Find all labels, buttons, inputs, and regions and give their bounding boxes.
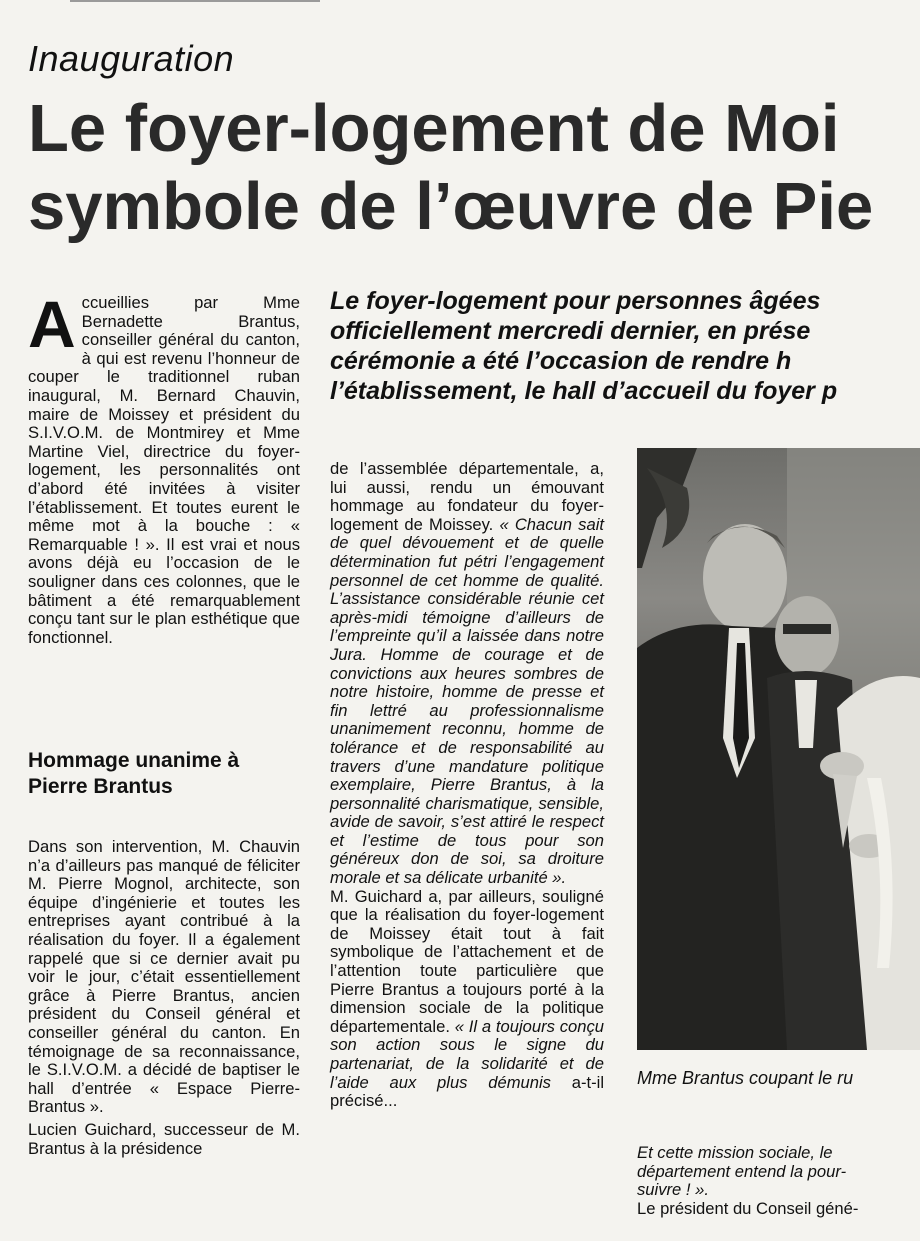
- column-1-body: [28, 838, 300, 1158]
- top-rule: [70, 0, 320, 2]
- lead-line-3: cérémonie a été l’occasion de rendre h: [330, 347, 792, 375]
- paragraph-text: de l’assemblée départementale, a, lui aussi, rendu un émouvant hommage au fondateur du foyer-logement de Moissey.: [330, 459, 604, 534]
- photo-illustration: [637, 448, 920, 1050]
- article-lead: [330, 286, 920, 406]
- ceremony-photo: [637, 448, 920, 1050]
- body-paragraph: Lucien Guichard, successeur de M. Brantus à la présidence: [28, 1119, 300, 1158]
- lead-line-1: Le foyer-logement pour personnes âgées: [330, 287, 821, 315]
- italic-line: [637, 1163, 920, 1182]
- drop-cap: A: [28, 287, 76, 361]
- column-2-body: [330, 460, 604, 1111]
- body-paragraph: [330, 888, 604, 1111]
- quote-text: suivre ! ».: [637, 1180, 709, 1200]
- lead-line-4: l’établissement, le hall d’accueil du foyer p: [330, 377, 838, 405]
- paragraph-text: M. Guichard a, par ailleurs, souligné que la réalisation du foyer-logement de Moissey était tout à fait symbolique de l’attachement et de l’attention toute particulière que Pierre Brantus a toujours porté à la dimension sociale de la politique départementale.: [330, 886, 604, 1036]
- paragraph-end: a-t-il précisé...: [330, 1072, 604, 1111]
- lead-line-2: officiellement mercredi dernier, en prése: [330, 317, 811, 345]
- italic-line: [637, 1144, 920, 1163]
- body-paragraph: Dans son intervention, M. Chauvin n’a d’ailleurs pas manqué de féliciter M. Pierre Mognol, architecte, son équipe d’ingénierie et toutes les entreprises ayant contribué à la réalisation du foyer. Il a également rappelé que si ce dernier avait pu voir le jour, c’était essentiellement grâce à Pierre Brantus, ancien président du Conseil général et conseiller général du canton. En témoignage de sa reconnaissance, le S.I.V.O.M. a décidé de baptiser le hall d’entrée « Espace Pierre-Brantus ».: [28, 837, 300, 1117]
- column-3-body: [637, 1144, 920, 1218]
- column-1-intro: [28, 287, 300, 647]
- quote-text: « Chacun sait de quel dévouement et de quelle détermination fut pétri l’engagement personnel de cet homme de qualité. L’assistance considérable réunie cet après-midi témoigne d’ailleurs de l’empreinte qu’il a laissée dans notre Jura. Homme de courage et de convictions aux heures sombres de notre histoire, homme de presse et fin lettré au professionnalisme unanimement reconnu, homme de tolérance et de responsabilité au travers d’une mandature politique exemplaire, Pierre Brantus, à la personnalité charismatique, sensible, avide de savoir, s’est attiré le respect et l’estime de tous pour son généreux don de soi, sa droiture morale et sa délicate urbanité ».: [330, 514, 604, 888]
- headline-line-2: symbole de l’œuvre de Pie: [28, 169, 874, 244]
- italic-line: [637, 1181, 920, 1200]
- article-headline: [28, 90, 920, 246]
- article-kicker: Inauguration: [28, 38, 235, 79]
- quote-text: département entend la pour-: [637, 1161, 847, 1181]
- intro-text: ccueillies par Mme Bernadette Brantus, conseiller général du canton, à qui est revenu l’honneur de couper le traditionnel ruban inaugural, M. Bernard Chauvin, maire de Moissey et président du S.I.V.O.M. de Montmirey et Mme Martine Viel, directrice du foyer-logement, les personnalités ont d’abord été invitées à visiter l’établissement. Et toutes eurent le même mot à la bouche : « Remarquable ! ». Il est vrai et nous avons déjà eu l’occasion de le souligner dans ces colonnes, que le bâtiment a été remarquablement conçu tant sur le plan esthétique que fonctionnel.: [28, 293, 300, 647]
- photo-caption: Mme Brantus coupant le ru: [637, 1068, 854, 1088]
- quote-text: « Il a toujours conçu son action sous le signe du partenariat, de la solidarité et de l’aide aux plus démunis: [330, 1016, 604, 1092]
- quote-text: Et cette mission sociale, le: [637, 1144, 833, 1162]
- plain-line: Le président du Conseil géné-: [637, 1198, 859, 1218]
- body-paragraph: [330, 460, 604, 888]
- headline-line-1: Le foyer-logement de Moi: [28, 91, 840, 166]
- section-subhead: Hommage unanime à Pierre Brantus: [28, 749, 240, 798]
